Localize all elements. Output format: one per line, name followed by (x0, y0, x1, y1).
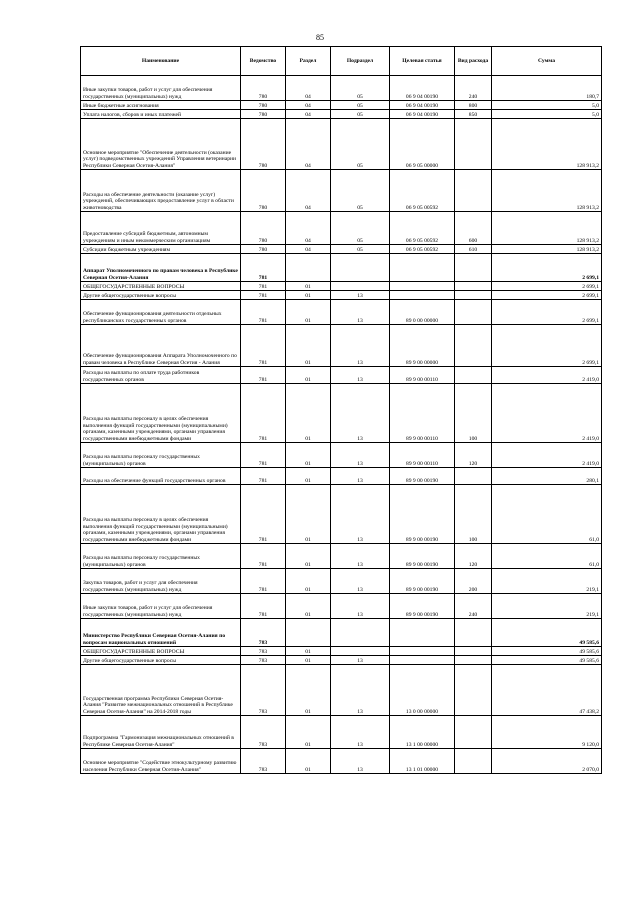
cell-section: 01 (286, 485, 331, 544)
table-body (81, 76, 602, 774)
cell-section: 04 (286, 101, 331, 110)
cell-section: 04 (286, 119, 331, 170)
cell-amount: 2 419,0 (492, 443, 602, 468)
cell-subsection: 13 (331, 384, 390, 443)
table-row (81, 485, 602, 544)
cell-expense-type (455, 749, 492, 774)
cell-department: 781 (241, 384, 286, 443)
cell-subsection: 13 (331, 443, 390, 468)
cell-expense-type: 200 (455, 569, 492, 594)
table-row (81, 282, 602, 291)
cell-target-article: 89 9 00 00110 (390, 367, 455, 384)
cell-name: Подпрограмма "Гармонизация межнациональных отношений в Республике Северная Осетия-Алания" (81, 716, 241, 749)
cell-amount: 2 699,1 (492, 254, 602, 282)
cell-target-article: 89 0 00 00000 (390, 300, 455, 325)
cell-section: 04 (286, 212, 331, 245)
cell-expense-type (455, 300, 492, 325)
table-row (81, 384, 602, 443)
cell-expense-type (455, 716, 492, 749)
cell-target-article: 06 9 05 00592 (390, 212, 455, 245)
cell-department: 780 (241, 110, 286, 119)
cell-section: 04 (286, 76, 331, 101)
cell-subsection: 13 (331, 325, 390, 367)
cell-name: Расходы на выплаты по оплате труда работников государственных органов (81, 367, 241, 384)
table-header-row (81, 47, 602, 76)
cell-subsection: 05 (331, 119, 390, 170)
cell-amount: 2 699,1 (492, 282, 602, 291)
cell-target-article: 89 9 00 00190 (390, 485, 455, 544)
cell-subsection: 05 (331, 212, 390, 245)
cell-target-article: 89 9 00 00190 (390, 468, 455, 485)
cell-department: 783 (241, 656, 286, 665)
table-row (81, 468, 602, 485)
cell-section: 04 (286, 110, 331, 119)
cell-expense-type: 240 (455, 594, 492, 619)
cell-subsection: 05 (331, 245, 390, 254)
cell-name: Расходы на обеспечение функций государственных органов (81, 468, 241, 485)
cell-section (286, 254, 331, 282)
cell-expense-type (455, 170, 492, 212)
cell-section: 01 (286, 544, 331, 569)
cell-amount: 128 913,2 (492, 119, 602, 170)
cell-expense-type (455, 282, 492, 291)
table-row (81, 101, 602, 110)
cell-name: Обеспечение функционирования деятельности отдельных республиканских государственных органов (81, 300, 241, 325)
cell-name: ОБЩЕГОСУДАРСТВЕННЫЕ ВОПРОСЫ (81, 282, 241, 291)
cell-section: 01 (286, 594, 331, 619)
cell-department: 783 (241, 749, 286, 774)
cell-name: Предоставление субсидий бюджетным, автономным учреждениям и иным некоммерческим организациям (81, 212, 241, 245)
cell-department: 783 (241, 716, 286, 749)
cell-expense-type (455, 367, 492, 384)
cell-subsection: 13 (331, 300, 390, 325)
cell-name: Основное мероприятие "Содействие этнокультурному развитию населения Республики Северная Осетия-Алания" (81, 749, 241, 774)
cell-target-article: 89 9 00 00000 (390, 325, 455, 367)
cell-target-article (390, 291, 455, 300)
cell-name: Аппарат Уполномоченного по правам человека в Республике Северная Осетия-Алания (81, 254, 241, 282)
cell-name: Иные закупки товаров, работ и услуг для обеспечения государственных (муниципальных) нужд (81, 76, 241, 101)
cell-section: 01 (286, 716, 331, 749)
cell-name: Государственная программа Республики Северная Осетия-Алания "Развитие межнациональных отношений в Республике Северная Осетия-Алания" на 2014-2018 годы (81, 665, 241, 716)
cell-target-article: 06 9 04 00190 (390, 110, 455, 119)
cell-subsection: 05 (331, 110, 390, 119)
table-row (81, 647, 602, 656)
table-row (81, 367, 602, 384)
cell-name: Другие общегосударственные вопросы (81, 291, 241, 300)
cell-amount: 2 070,0 (492, 749, 602, 774)
cell-expense-type: 120 (455, 443, 492, 468)
cell-expense-type: 240 (455, 76, 492, 101)
cell-department: 783 (241, 619, 286, 647)
cell-section: 01 (286, 325, 331, 367)
table-row (81, 594, 602, 619)
cell-subsection: 13 (331, 485, 390, 544)
cell-subsection: 13 (331, 716, 390, 749)
cell-section: 01 (286, 647, 331, 656)
cell-amount: 49 585,6 (492, 647, 602, 656)
table-row (81, 569, 602, 594)
cell-department: 781 (241, 367, 286, 384)
cell-department: 781 (241, 594, 286, 619)
cell-expense-type: 100 (455, 384, 492, 443)
cell-target-article: 06 9 05 00000 (390, 119, 455, 170)
header-department: Ведомство (241, 47, 286, 76)
header-amount: Сумма (492, 47, 602, 76)
table-row (81, 619, 602, 647)
cell-expense-type: 800 (455, 101, 492, 110)
cell-name: Уплата налогов, сборов и иных платежей (81, 110, 241, 119)
cell-amount: 5,0 (492, 110, 602, 119)
cell-subsection: 05 (331, 101, 390, 110)
cell-expense-type (455, 656, 492, 665)
cell-amount: 180,7 (492, 76, 602, 101)
cell-target-article: 89 9 00 00110 (390, 384, 455, 443)
cell-target-article: 89 9 00 00110 (390, 443, 455, 468)
cell-target-article: 13 0 00 00000 (390, 665, 455, 716)
cell-subsection: 13 (331, 665, 390, 716)
cell-expense-type (455, 647, 492, 656)
table-row (81, 443, 602, 468)
cell-amount: 128 913,2 (492, 245, 602, 254)
cell-name: Закупка товаров, работ и услуг для обеспечения государственных (муниципальных) нужд (81, 569, 241, 594)
cell-department: 780 (241, 245, 286, 254)
header-section: Раздел (286, 47, 331, 76)
cell-expense-type: 850 (455, 110, 492, 119)
cell-section: 04 (286, 245, 331, 254)
cell-section: 04 (286, 170, 331, 212)
cell-section: 01 (286, 443, 331, 468)
table-row (81, 300, 602, 325)
cell-amount: 47 438,2 (492, 665, 602, 716)
cell-name: Иные закупки товаров, работ и услуг для обеспечения государственных (муниципальных) нужд (81, 594, 241, 619)
cell-subsection: 13 (331, 367, 390, 384)
cell-expense-type: 610 (455, 245, 492, 254)
cell-section: 01 (286, 749, 331, 774)
cell-name: Расходы на выплаты персоналу государственных (муниципальных) органов (81, 443, 241, 468)
cell-amount: 219,1 (492, 569, 602, 594)
page-number: 85 (316, 33, 324, 42)
cell-amount: 5,0 (492, 101, 602, 110)
cell-section: 01 (286, 569, 331, 594)
cell-department: 781 (241, 468, 286, 485)
cell-amount: 219,1 (492, 594, 602, 619)
cell-amount: 128 913,2 (492, 170, 602, 212)
cell-name: ОБЩЕГОСУДАРСТВЕННЫЕ ВОПРОСЫ (81, 647, 241, 656)
cell-subsection: 13 (331, 544, 390, 569)
cell-target-article: 89 9 00 00190 (390, 594, 455, 619)
cell-name: Обеспечение функционирования Аппарата Уполномоченного по правам человека в Республике Северная Осетия - Алания (81, 325, 241, 367)
cell-amount: 61,0 (492, 544, 602, 569)
cell-subsection (331, 619, 390, 647)
cell-expense-type (455, 254, 492, 282)
cell-department: 781 (241, 291, 286, 300)
cell-section: 01 (286, 300, 331, 325)
cell-subsection: 05 (331, 170, 390, 212)
cell-section: 01 (286, 665, 331, 716)
table-row (81, 119, 602, 170)
cell-target-article: 06 9 04 00190 (390, 76, 455, 101)
cell-name: Министерство Республики Северная Осетия-Алания по вопросам национальных отношений (81, 619, 241, 647)
table-row (81, 110, 602, 119)
cell-target-article: 06 9 04 00190 (390, 101, 455, 110)
table-row (81, 665, 602, 716)
cell-section: 01 (286, 468, 331, 485)
cell-section: 01 (286, 384, 331, 443)
cell-target-article: 89 9 00 00190 (390, 569, 455, 594)
cell-target-article: 89 9 00 00190 (390, 544, 455, 569)
cell-expense-type: 120 (455, 544, 492, 569)
cell-target-article (390, 282, 455, 291)
cell-subsection: 13 (331, 569, 390, 594)
cell-target-article (390, 656, 455, 665)
cell-expense-type (455, 665, 492, 716)
cell-target-article: 13 1 01 00000 (390, 749, 455, 774)
cell-name: Субсидии бюджетным учреждениям (81, 245, 241, 254)
cell-expense-type (455, 468, 492, 485)
cell-name: Расходы на обеспечение деятельности (оказание услуг) учреждений, обеспечивающих предоставление услуг в области животноводства (81, 170, 241, 212)
cell-subsection: 13 (331, 656, 390, 665)
cell-section: 01 (286, 291, 331, 300)
cell-target-article: 13 1 00 00000 (390, 716, 455, 749)
cell-name: Расходы на выплаты персоналу в целях обеспечения выполнения функций государственными (муниципальными) органами, казенными учреждениями, органами управления государственными внебюджетными фондами (81, 485, 241, 544)
cell-amount: 61,0 (492, 485, 602, 544)
cell-department: 781 (241, 443, 286, 468)
cell-subsection (331, 282, 390, 291)
cell-department: 783 (241, 665, 286, 716)
cell-department: 781 (241, 282, 286, 291)
cell-subsection (331, 647, 390, 656)
cell-amount: 2 699,1 (492, 291, 602, 300)
table-row (81, 291, 602, 300)
cell-expense-type: 100 (455, 485, 492, 544)
cell-subsection: 13 (331, 594, 390, 619)
cell-department: 780 (241, 119, 286, 170)
cell-section: 01 (286, 282, 331, 291)
cell-target-article: 06 9 05 00592 (390, 170, 455, 212)
table-row (81, 245, 602, 254)
cell-name: Основное мероприятие "Обеспечение деятельности (оказание услуг) подведомственных учреждений Управления ветеринарии Республики Северная Осетия-Алания" (81, 119, 241, 170)
table-row (81, 76, 602, 101)
cell-subsection: 13 (331, 291, 390, 300)
cell-amount: 280,1 (492, 468, 602, 485)
cell-expense-type: 600 (455, 212, 492, 245)
cell-expense-type (455, 325, 492, 367)
cell-department: 781 (241, 254, 286, 282)
cell-target-article: 06 9 05 00592 (390, 245, 455, 254)
cell-department: 781 (241, 569, 286, 594)
cell-subsection (331, 254, 390, 282)
table-row (81, 749, 602, 774)
cell-target-article (390, 619, 455, 647)
cell-name: Другие общегосударственные вопросы (81, 656, 241, 665)
table-row (81, 170, 602, 212)
cell-department: 780 (241, 212, 286, 245)
cell-subsection: 05 (331, 76, 390, 101)
table-row (81, 212, 602, 245)
cell-name: Иные бюджетные ассигнования (81, 101, 241, 110)
cell-amount: 9 120,0 (492, 716, 602, 749)
cell-name: Расходы на выплаты персоналу в целях обеспечения выполнения функций государственными (муниципальными) органами, казенными учреждениями, органами управления государственными внебюджетными фондами (81, 384, 241, 443)
cell-amount: 49 585,6 (492, 619, 602, 647)
cell-amount: 2 419,0 (492, 384, 602, 443)
cell-target-article (390, 647, 455, 656)
table-row (81, 716, 602, 749)
cell-department: 781 (241, 485, 286, 544)
cell-department: 781 (241, 325, 286, 367)
cell-section: 01 (286, 656, 331, 665)
cell-department: 781 (241, 544, 286, 569)
cell-target-article (390, 254, 455, 282)
cell-department: 781 (241, 300, 286, 325)
cell-amount: 2 699,1 (492, 325, 602, 367)
cell-expense-type (455, 291, 492, 300)
table-row (81, 656, 602, 665)
cell-department: 780 (241, 76, 286, 101)
table-row (81, 325, 602, 367)
cell-department: 780 (241, 170, 286, 212)
header-target-article: Целевая статья (390, 47, 455, 76)
cell-section: 01 (286, 367, 331, 384)
cell-expense-type (455, 119, 492, 170)
cell-subsection: 13 (331, 749, 390, 774)
cell-department: 780 (241, 101, 286, 110)
cell-subsection: 13 (331, 468, 390, 485)
table-row (81, 254, 602, 282)
cell-amount: 2 699,1 (492, 300, 602, 325)
header-subsection: Подраздел (331, 47, 390, 76)
header-expense-type: Вид расхода (455, 47, 492, 76)
cell-section (286, 619, 331, 647)
cell-department: 783 (241, 647, 286, 656)
cell-amount: 2 419,0 (492, 367, 602, 384)
cell-name: Расходы на выплаты персоналу государственных (муниципальных) органов (81, 544, 241, 569)
budget-table (80, 46, 602, 774)
cell-amount: 49 585,6 (492, 656, 602, 665)
table-row (81, 544, 602, 569)
cell-amount: 128 913,2 (492, 212, 602, 245)
cell-expense-type (455, 619, 492, 647)
header-name: Наименование (81, 47, 241, 76)
